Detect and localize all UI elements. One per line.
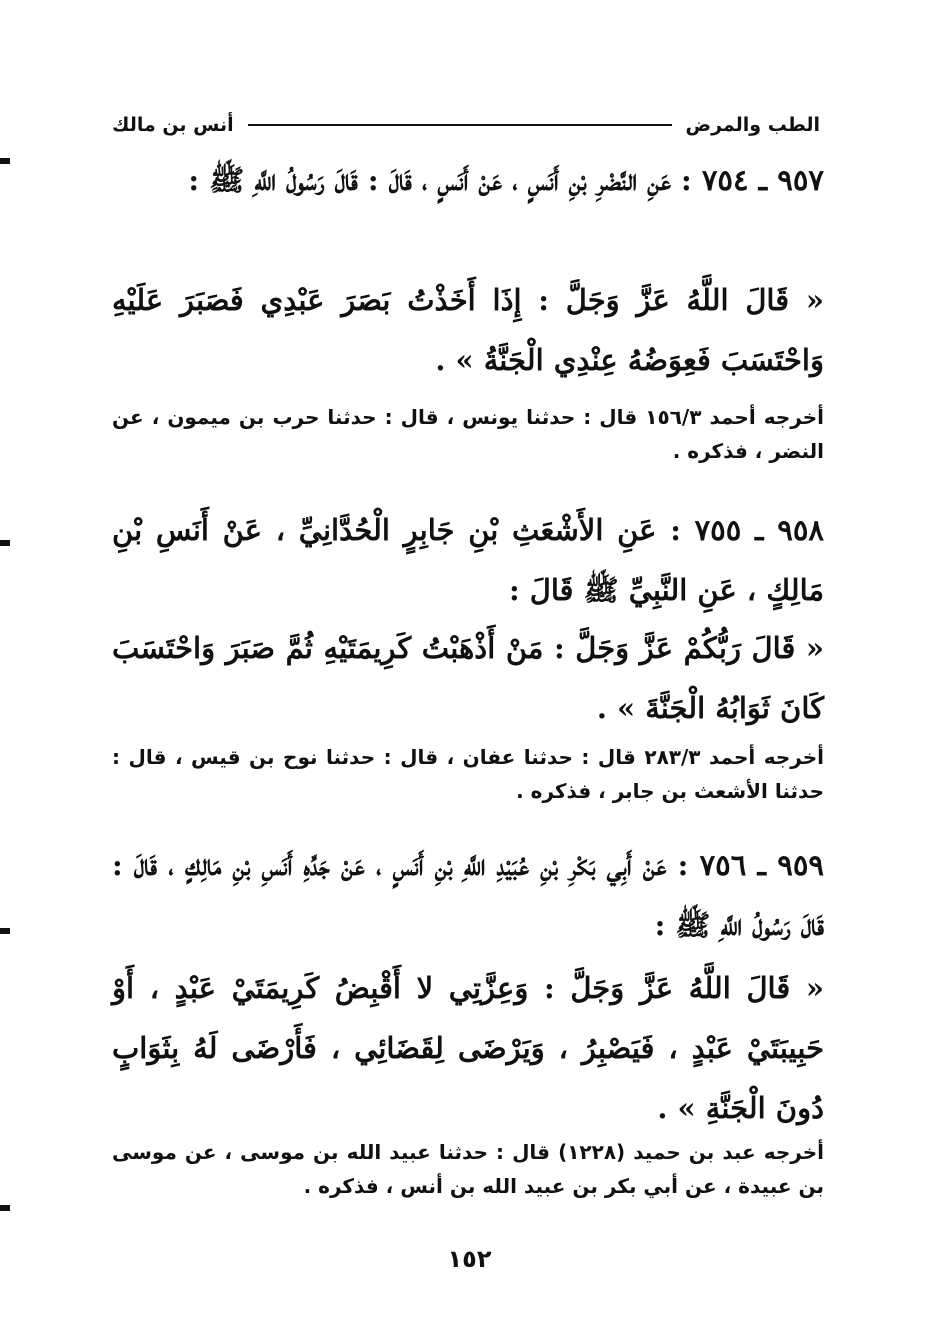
header-book-title: أنس بن مالك — [112, 114, 234, 136]
hadith-959-takhrij: أخرجه عبد بن حميد (١٢٢٨) قال : حدثنا عبيد الله بن موسى ، عن موسى بن عبيدة ، عن أبي بكر بن عبيد الله بن أنس ، فذكره . — [112, 1140, 825, 1198]
hadith-957-takhrij: أخرجه أحمد ١٥٦/٣ قال : حدثنا يونس ، قال : حدثنا حرب بن ميمون ، عن النضر ، فذكره . — [112, 405, 824, 463]
hadith-957-quote: « قَالَ اللَّهُ عَزَّ وَجَلَّ : إِذَا أَخَذْتُ بَصَرَ عَبْدِي فَصَبَرَ عَلَيْهِ وَاحْتَسَبَ فَعِوَضُهُ عِنْدِي الْجَنَّةُ » . — [112, 283, 824, 377]
scan-edge-mark — [0, 928, 10, 934]
hadith-958-takhrij: أخرجه أحمد ٢٨٣/٣ قال : حدثنا عفان ، قال : حدثنا نوح بن قيس ، قال : حدثنا الأشعث بن جابر ، فذكره . — [112, 745, 824, 803]
page-number: ١٥٢ — [447, 1245, 492, 1273]
header-chapter-title: الطب والمرض — [685, 114, 820, 136]
hadith-958-quote: « قَالَ رَبُّكُمْ عَزَّ وَجَلَّ : مَنْ أَذْهَبْتُ كَرِيمَتَيْهِ ثُمَّ صَبَرَ وَاحْتَسَبَ كَانَ ثَوَابُهُ الْجَنَّةَ » . — [112, 631, 824, 725]
scan-edge-mark — [0, 540, 10, 546]
header-rule — [248, 124, 672, 126]
scan-edge-mark — [0, 158, 10, 164]
hadith-957-text: ٩٥٧ ـ ٧٥٤ : عَنِ النَّضْرِ بْنِ أَنَسٍ ، عَنْ أَنَسٍ ، قَالَ : قَالَ رَسُولُ اللَّهِ ﷺ : — [188, 163, 824, 197]
scan-edge-mark — [0, 1205, 10, 1211]
hadith-958-text: ٩٥٨ ـ ٧٥٥ : عَنِ الأَشْعَثِ بْنِ جَابِرٍ الْحُدَّانِيِّ ، عَنْ أَنَسِ بْنِ مَالِكٍ ، عَنِ النَّبِيِّ ﷺ قَالَ : — [112, 513, 824, 607]
running-header — [112, 112, 820, 138]
hadith-959-quote: « قَالَ اللَّهُ عَزَّ وَجَلَّ : وَعِزَّتِي لا أَقْبِضُ كَرِيمَتَيْ عَبْدٍ ، أَوْ حَبِيبَتَيْ عَبْدٍ ، فَيَصْبِرُ ، وَيَرْضَى لِقَضَائِي ، فَأَرْضَى لَهُ بِثَوَابٍ دُونَ الْجَنَّةِ » . — [112, 971, 824, 1125]
hadith-959-text: ٩٥٩ ـ ٧٥٦ : عَنْ أَبِي بَكْرِ بْنِ عُبَيْدِ اللَّهِ بْنِ أَنَسٍ ، عَنْ جَدِّهِ أَنَسِ بْنِ مَالِكٍ ، قَالَ : قَالَ رَسُولُ اللَّهِ ﷺ : — [112, 848, 824, 942]
